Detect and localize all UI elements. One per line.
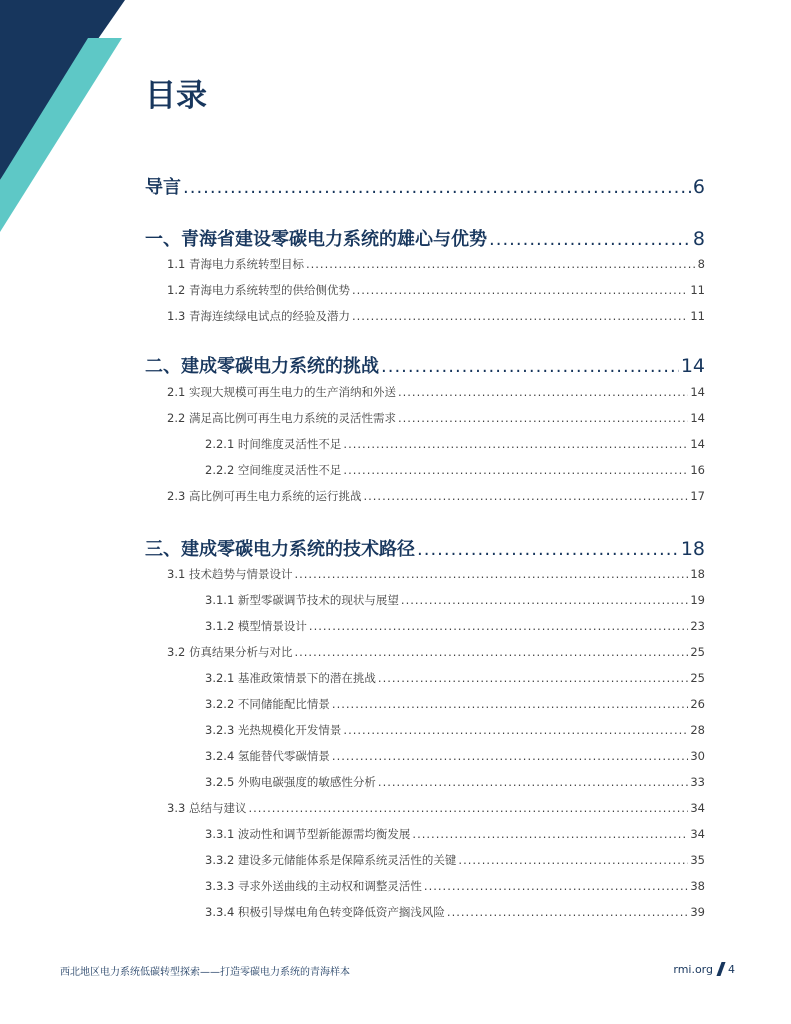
toc-entry-label: 3.2.2 不同储能配比情景 xyxy=(205,697,330,711)
toc-dot-leader xyxy=(343,723,688,737)
toc-entry-label: 3.1.1 新型零碳调节技术的现状与展望 xyxy=(205,593,399,607)
toc-entry-label: 3.3 总结与建议 xyxy=(167,801,247,815)
toc-dot-leader xyxy=(458,853,688,867)
toc-dot-leader xyxy=(332,749,688,763)
toc-dot-leader xyxy=(412,827,688,841)
toc-entry-label: 3.2.1 基准政策情景下的潜在挑战 xyxy=(205,671,376,685)
toc-entry-label: 三、建成零碳电力系统的技术路径 xyxy=(145,539,415,560)
toc-entry-page: 11 xyxy=(690,309,705,323)
toc-entry-label: 2.2 满足高比例可再生电力系统的灵活性需求 xyxy=(167,411,396,425)
toc-entry[interactable] xyxy=(205,670,705,688)
toc-dot-leader xyxy=(352,309,688,323)
toc-entry[interactable] xyxy=(205,618,705,636)
footer-site[interactable]: rmi.org xyxy=(673,962,713,976)
toc-dot-leader xyxy=(378,671,688,685)
toc-entry-page: 25 xyxy=(690,645,705,659)
toc-entry-page: 8 xyxy=(692,228,705,250)
toc-entry-label: 3.1.2 模型情景设计 xyxy=(205,619,307,633)
toc-dot-leader xyxy=(306,257,696,271)
toc-entry-label: 2.3 高比例可再生电力系统的运行挑战 xyxy=(167,489,362,503)
toc-dot-leader xyxy=(343,437,688,451)
toc-entry[interactable] xyxy=(167,384,705,402)
toc-dot-leader xyxy=(294,567,688,581)
toc-dot-leader xyxy=(343,463,688,477)
toc-entry[interactable] xyxy=(145,352,705,378)
toc-dot-leader xyxy=(417,539,679,560)
toc-entry[interactable] xyxy=(205,748,705,766)
toc-dot-leader xyxy=(352,283,688,297)
toc-entry-label: 二、建成零碳电力系统的挑战 xyxy=(145,356,379,377)
toc-entry[interactable] xyxy=(205,592,705,610)
toc-dot-leader xyxy=(332,697,688,711)
toc-entry[interactable] xyxy=(167,308,705,326)
toc-entry[interactable] xyxy=(167,800,705,818)
toc-entry-page: 14 xyxy=(690,385,705,399)
toc-entry[interactable] xyxy=(205,904,705,922)
footer-report-title: 西北地区电力系统低碳转型探索——打造零碳电力系统的青海样本 xyxy=(60,967,350,978)
toc-entry-page: 6 xyxy=(692,176,705,198)
toc-entry-page: 26 xyxy=(690,697,705,711)
toc-entry-label: 1.2 青海电力系统转型的供给侧优势 xyxy=(167,283,350,297)
toc-entry-label: 2.1 实现大规模可再生电力的生产消纳和外送 xyxy=(167,385,396,399)
toc-entry[interactable] xyxy=(167,566,705,584)
toc-dot-leader xyxy=(363,489,688,503)
toc-entry-label: 3.2.3 光热规模化开发情景 xyxy=(205,723,342,737)
toc-dot-leader xyxy=(398,385,688,399)
toc-entry[interactable] xyxy=(145,225,705,251)
toc-dot-leader xyxy=(294,645,688,659)
toc-entry-label: 3.2.4 氢能替代零碳情景 xyxy=(205,749,330,763)
toc-entry-page: 19 xyxy=(690,593,705,607)
toc-entry[interactable] xyxy=(205,878,705,896)
toc-entry[interactable] xyxy=(205,774,705,792)
toc-entry-page: 30 xyxy=(690,749,705,763)
toc-entry-label: 一、青海省建设零碳电力系统的雄心与优势 xyxy=(145,229,487,250)
toc-entry-label: 3.2.5 外购电碳强度的敏感性分析 xyxy=(205,775,376,789)
toc-entry[interactable] xyxy=(205,852,705,870)
toc-entry-page: 33 xyxy=(690,775,705,789)
toc-entry-page: 34 xyxy=(690,827,705,841)
toc-entry-page: 23 xyxy=(690,619,705,633)
toc-entry-page: 18 xyxy=(680,538,705,560)
toc-entry[interactable] xyxy=(167,644,705,662)
toc-entry-label: 3.3.3 寻求外送曲线的主动权和调整灵活性 xyxy=(205,879,422,893)
toc-entry-page: 34 xyxy=(690,801,705,815)
toc-entry[interactable] xyxy=(205,436,705,454)
toc-entry-page: 17 xyxy=(690,489,705,503)
toc-entry-label: 3.3.4 积极引导煤电角色转变降低资产搁浅风险 xyxy=(205,905,445,919)
toc-entry-label: 3.2 仿真结果分析与对比 xyxy=(167,645,293,659)
toc-entry-page: 28 xyxy=(690,723,705,737)
toc-entry-label: 3.1 技术趋势与情景设计 xyxy=(167,567,293,581)
toc-entry[interactable] xyxy=(145,173,705,199)
toc-dot-leader xyxy=(398,411,688,425)
toc-entry-label: 1.3 青海连续绿电试点的经验及潜力 xyxy=(167,309,350,323)
toc-entry[interactable] xyxy=(167,256,705,274)
toc-dot-leader xyxy=(183,177,691,198)
toc-entry-label: 1.1 青海电力系统转型目标 xyxy=(167,257,304,271)
slash-divider xyxy=(716,962,725,976)
toc-entry-label: 导言 xyxy=(145,177,181,198)
toc-entry-page: 8 xyxy=(697,257,705,271)
toc-dot-leader xyxy=(381,356,679,377)
toc-entry-page: 35 xyxy=(690,853,705,867)
toc-entry-page: 16 xyxy=(690,463,705,477)
footer-page-number: 4 xyxy=(728,962,735,976)
toc-dot-leader xyxy=(248,801,688,815)
toc-entry[interactable] xyxy=(205,722,705,740)
toc-entry-label: 3.3.1 波动性和调节型新能源需均衡发展 xyxy=(205,827,411,841)
toc-dot-leader xyxy=(401,593,688,607)
toc-dot-leader xyxy=(489,229,691,250)
toc-entry[interactable] xyxy=(167,282,705,300)
toc-entry-page: 25 xyxy=(690,671,705,685)
toc-entry[interactable] xyxy=(145,535,705,561)
toc-entry-page: 11 xyxy=(690,283,705,297)
toc-entry-label: 2.2.1 时间维度灵活性不足 xyxy=(205,437,342,451)
toc-entry[interactable] xyxy=(167,488,705,506)
page-title: 目录 xyxy=(145,78,207,114)
toc-dot-leader xyxy=(378,775,688,789)
toc-entry-label: 2.2.2 空间维度灵活性不足 xyxy=(205,463,342,477)
toc-entry-page: 14 xyxy=(690,411,705,425)
toc-dot-leader xyxy=(309,619,688,633)
toc-entry[interactable] xyxy=(167,410,705,428)
toc-dot-leader xyxy=(447,905,688,919)
toc-entry[interactable] xyxy=(205,826,705,844)
toc-entry-label: 3.3.2 建设多元储能体系是保障系统灵活性的关键 xyxy=(205,853,457,867)
footer-page-info xyxy=(673,962,735,976)
toc-entry[interactable] xyxy=(205,462,705,480)
toc-dot-leader xyxy=(424,879,688,893)
toc-entry-page: 18 xyxy=(690,567,705,581)
toc-entry[interactable] xyxy=(205,696,705,714)
toc-entry-page: 38 xyxy=(690,879,705,893)
toc-entry-page: 14 xyxy=(680,355,705,377)
toc-entry-page: 39 xyxy=(690,905,705,919)
toc-entry-page: 14 xyxy=(690,437,705,451)
